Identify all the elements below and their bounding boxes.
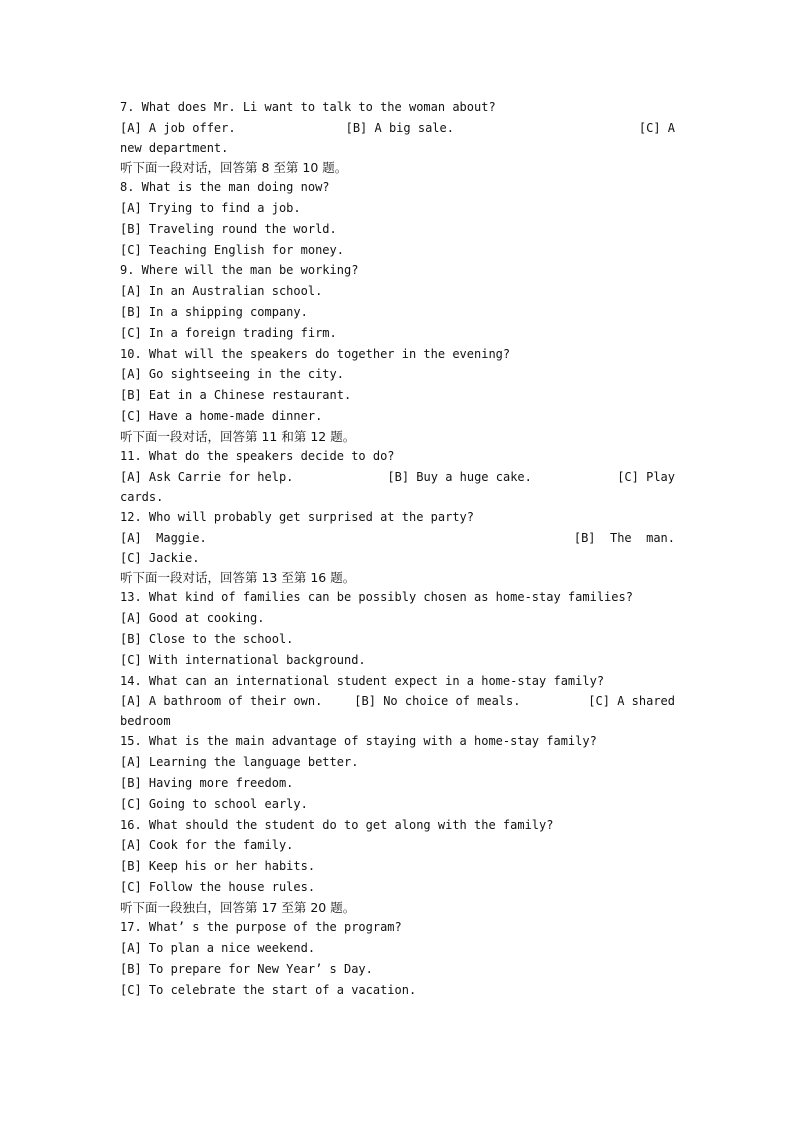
question-12: 12. Who will probably get surprised at the party? [120,510,475,525]
q10-option-c: [C] Have a home-made dinner. [120,409,323,424]
q12-option-c: [C] Jackie. [120,550,200,565]
q17-option-a: [A] To plan a nice weekend. [120,941,316,956]
q7-option-c: [C] A [638,120,675,135]
question-9: 9. Where will the man be working? [120,263,359,278]
q11-option-b: [B] Buy a huge cake. [387,470,532,485]
listening-questions [120,97,675,1001]
q8-option-a: [A] Trying to find a job. [120,201,301,216]
q7-option-a: [A] A job offer. [120,120,236,135]
q10-option-b: [B] Eat in a Chinese restaurant. [120,388,352,403]
q15-option-a: [A] Learning the language better. [120,755,359,770]
q16-option-b: [B] Keep his or her habits. [120,859,316,874]
q12-option-a: [A] Maggie. [120,530,207,545]
question-7: 7. What does Mr. Li want to talk to the woman about? [120,100,496,114]
q10-option-a: [A] Go sightseeing in the city. [120,367,344,382]
q15-option-b: [B] Having more freedom. [120,776,294,791]
question-16: 16. What should the student do to get along with the family? [120,817,554,832]
q14-option-b: [B] No choice of meals. [354,694,521,709]
q14-option-a: [A] A bathroom of their own. [120,694,323,709]
q9-option-b: [B] In a shipping company. [120,305,308,320]
q13-option-a: [A] Good at cooking. [120,611,265,626]
question-14-options [120,691,675,712]
q14-option-c-continued: bedroom [120,714,171,729]
section-heading-13-16: 听下面一段对话，回答第 13 至第 16 题。 [120,569,356,585]
q13-option-c: [C] With international background. [120,652,366,667]
q16-option-c: [C] Follow the house rules. [120,880,316,895]
q11-option-c-continued: cards. [120,490,164,505]
q17-option-b: [B] To prepare for New Year’ s Day. [120,961,373,976]
q17-option-c: [C] To celebrate the start of a vacation. [120,982,417,997]
q13-option-b: [B] Close to the school. [120,632,294,647]
q9-option-c: [C] In a foreign trading firm. [120,325,337,340]
question-12-options [120,528,675,549]
q14-option-c: [C] A shared [588,694,675,709]
question-8: 8. What is the man doing now? [120,180,330,195]
q11-option-a: [A] Ask Carrie for help. [120,470,294,485]
question-11-options [120,467,675,488]
section-heading-11-12: 听下面一段对话，回答第 11 和第 12 题。 [120,428,356,444]
question-10: 10. What will the speakers do together in the evening? [120,346,511,361]
q7-option-b: [B] A big sale. [345,120,454,135]
question-14: 14. What can an international student expect in a home-stay family? [120,673,605,688]
question-11: 11. What do the speakers decide to do? [120,449,395,464]
section-heading-8-10: 听下面一段对话，回答第 8 至第 10 题。 [120,159,348,175]
q7-option-c-continued: new department. [120,140,229,155]
question-15: 15. What is the main advantage of staying with a home-stay family? [120,734,597,749]
q16-option-a: [A] Cook for the family. [120,838,294,853]
question-13: 13. What kind of families can be possibly chosen as home-stay families? [120,590,633,605]
q12-option-b: [B] The man. [573,530,675,545]
q9-option-a: [A] In an Australian school. [120,284,323,299]
q8-option-b: [B] Traveling round the world. [120,221,337,236]
question-17: 17. What’ s the purpose of the program? [120,920,402,935]
q15-option-c: [C] Going to school early. [120,796,308,811]
question-7-options [120,118,675,139]
q11-option-c: [C] Play [617,470,675,485]
q8-option-c: [C] Teaching English for money. [120,242,344,257]
section-heading-17-20: 听下面一段独白，回答第 17 至第 20 题。 [120,899,356,915]
